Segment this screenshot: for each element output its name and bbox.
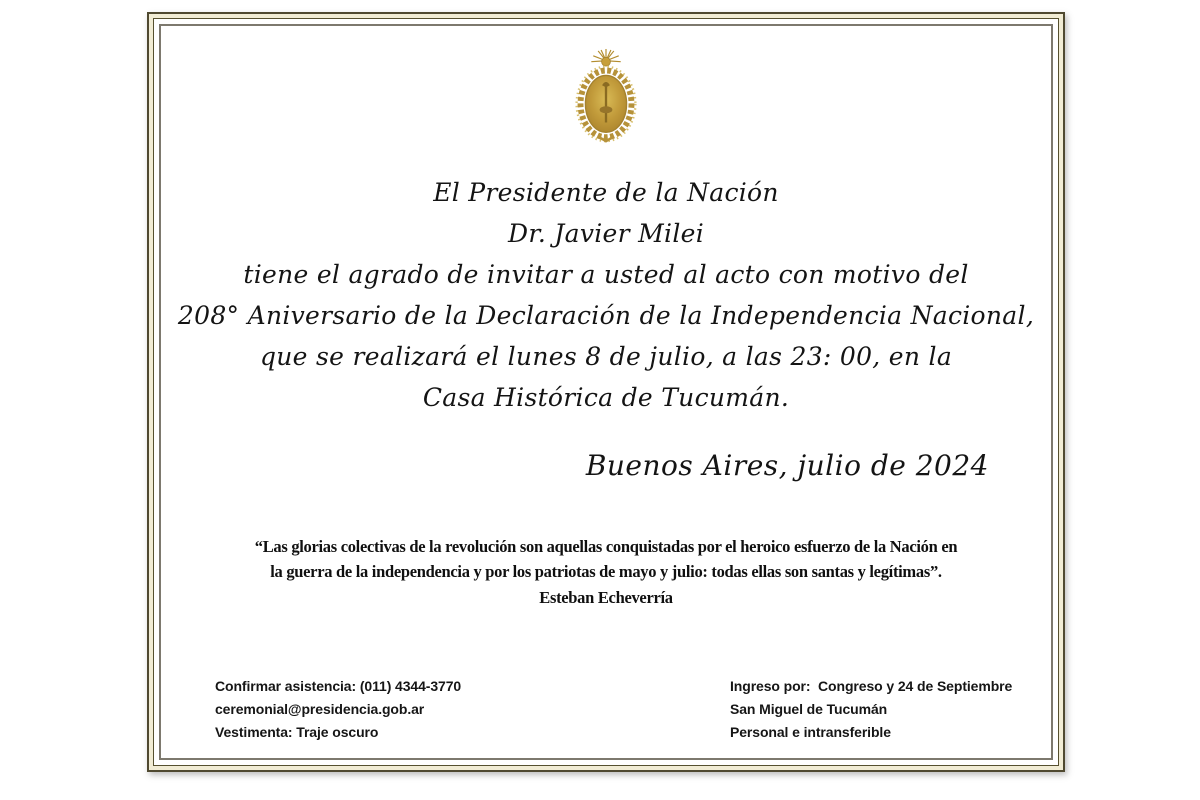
footer-contact-block <box>215 675 461 744</box>
quote-author: Esteban Echeverría <box>539 587 673 607</box>
dateline: Buenos Aires, julio de 2024 <box>585 449 989 482</box>
quote-block <box>161 534 1051 610</box>
invitation-text-block <box>161 172 1051 418</box>
certificate-frame-band <box>153 18 1059 766</box>
anniversary-line: 208° Aniversario de la Declaración de la Independencia Nacional, <box>177 301 1035 330</box>
non-transferable-line: Personal e intransferible <box>730 724 891 740</box>
venue-line: Casa Histórica de Tucumán. <box>422 383 790 412</box>
rsvp-phone-line: Confirmar asistencia: (011) 4344-3770 <box>215 678 462 694</box>
footer-entry-block <box>730 675 1012 744</box>
entry-location-line: Ingreso por: Congreso y 24 de Septiembre <box>730 678 1013 694</box>
invitation-line: tiene el agrado de invitar a usted al acto con motivo del <box>243 260 969 289</box>
entry-city-line: San Miguel de Tucumán <box>730 701 888 717</box>
host-name-line: Dr. Javier Milei <box>507 219 705 248</box>
certificate-frame <box>147 12 1065 772</box>
rsvp-email-line: ceremonial@presidencia.gob.ar <box>215 701 425 717</box>
date-time-line: que se realizará el lunes 8 de julio, a las 23: 00, en la <box>259 342 953 371</box>
host-title-line: El Presidente de la Nación <box>433 178 779 207</box>
certificate-frame-inner <box>159 24 1053 760</box>
dress-code-line: Vestimenta: Traje oscuro <box>215 724 379 740</box>
quote-line: la guerra de la independencia y por los patriotas de mayo y julio: todas ellas son santas y legítimas”. <box>270 562 942 582</box>
argentina-coat-of-arms-icon <box>571 48 641 146</box>
quote-line: “Las glorias colectivas de la revolución son aquellas conquistadas por el heroico esfuerzo de la Nación en <box>254 537 958 556</box>
